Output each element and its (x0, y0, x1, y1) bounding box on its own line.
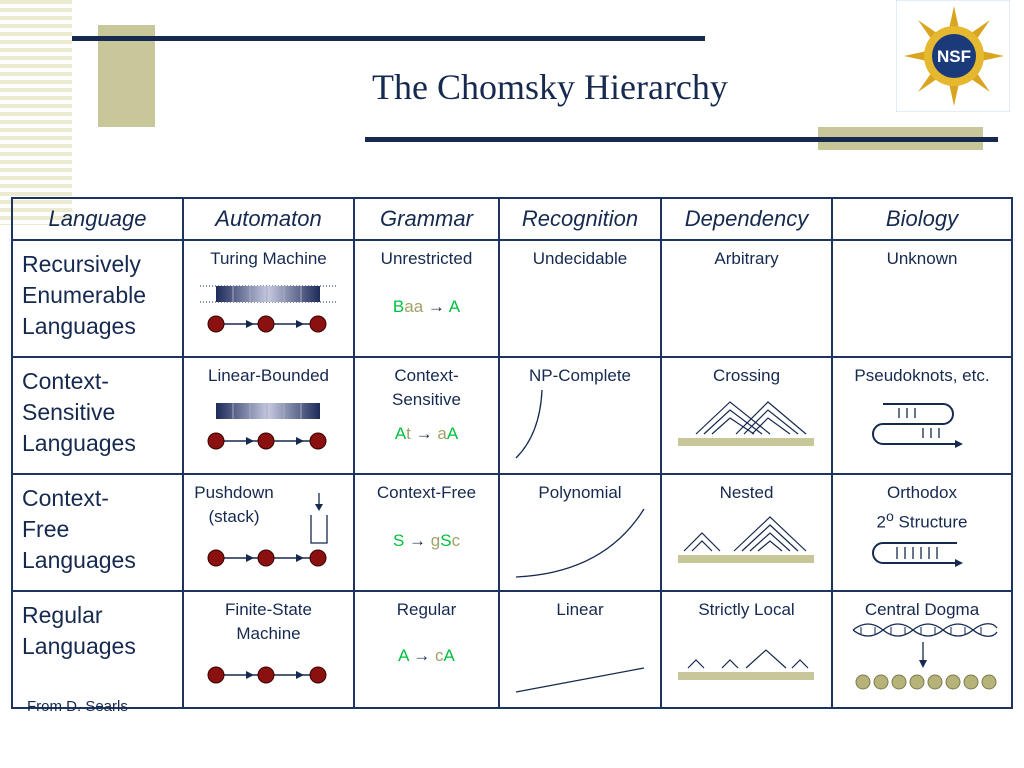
crossing-dependency-icon (678, 390, 818, 450)
polynomial-curve-icon (514, 505, 654, 581)
grammar-label: Context-Sensitive (392, 366, 461, 409)
title-rule-top (72, 36, 705, 41)
rule-nonterminal: A (394, 424, 407, 443)
header-dependency: Dependency (661, 198, 832, 240)
rule-nonterminal: S (440, 531, 452, 550)
rule-nonterminal: A (443, 646, 455, 665)
title-rule-bottom (365, 137, 998, 142)
automaton-label: Pushdown (stack) (194, 483, 274, 526)
recognition-label: Polynomial (538, 483, 622, 502)
source-credit: From D. Searls (27, 698, 128, 715)
finite-state-machine-icon (200, 656, 340, 696)
dependency-label: Strictly Local (698, 600, 795, 619)
biology-cell (832, 357, 1012, 474)
biology-label (833, 475, 1011, 535)
biology-cell (832, 474, 1012, 591)
automaton-cell (183, 357, 354, 474)
recognition-cell (499, 240, 661, 357)
grammar-rule (355, 424, 498, 444)
biology-line: 2 (876, 512, 886, 532)
turing-machine-icon (200, 283, 340, 339)
automaton-label: Linear-Bounded (208, 366, 329, 385)
header-recognition: Recognition (499, 198, 661, 240)
biology-cell (832, 240, 1012, 357)
superscript: o (885, 509, 894, 525)
rule-arrow: → (409, 531, 427, 550)
grammar-label: Regular (396, 600, 457, 619)
automaton-label: Finite-State Machine (225, 600, 312, 643)
dependency-cell (661, 240, 832, 357)
dependency-cell (661, 591, 832, 708)
biology-line: Structure (893, 512, 968, 532)
linear-bounded-automaton-icon (200, 400, 340, 456)
rule-nonterminal: B (392, 297, 405, 316)
grammar-rule (355, 531, 498, 551)
grammar-rule (355, 297, 498, 317)
language-label: Recursively Enumerable Languages (22, 251, 147, 339)
recognition-label: Linear (556, 600, 604, 619)
language-cell (12, 474, 183, 591)
grammar-rule (355, 646, 498, 666)
grammar-cell (354, 474, 499, 591)
orthodox-structure-icon (873, 539, 973, 569)
rule-arrow: → (415, 424, 433, 443)
language-cell (12, 591, 183, 708)
recognition-cell (499, 357, 661, 474)
recognition-label: NP-Complete (528, 366, 632, 385)
recognition-label: Undecidable (532, 249, 628, 268)
biology-label: Unknown (886, 249, 958, 268)
central-dogma-icon (851, 624, 1001, 694)
grammar-cell (354, 357, 499, 474)
table-row (12, 240, 1012, 357)
pushdown-automaton-icon (200, 489, 340, 575)
nsf-logo-icon (896, 0, 1010, 112)
rule-arrow: → (427, 297, 445, 316)
logo-text: NSF (937, 47, 971, 66)
table-row (12, 591, 1012, 708)
rule-terminal: c (435, 646, 444, 665)
linear-curve-icon (514, 664, 654, 698)
np-complete-curve-icon (514, 390, 574, 460)
header-row (12, 198, 1012, 240)
automaton-label: Turing Machine (210, 249, 327, 268)
dependency-label: Crossing (712, 366, 781, 385)
biology-cell (832, 591, 1012, 708)
rule-terminal: g (430, 531, 441, 550)
rule-arrow: → (413, 646, 431, 665)
grammar-cell (354, 240, 499, 357)
language-cell (12, 240, 183, 357)
header-grammar: Grammar (354, 198, 499, 240)
dependency-cell (661, 474, 832, 591)
dependency-label: Nested (719, 483, 774, 502)
rule-terminal: c (451, 531, 461, 550)
chomsky-table (11, 197, 1013, 709)
header-automaton: Automaton (183, 198, 354, 240)
page-title: The Chomsky Hierarchy (372, 67, 728, 107)
header-language: Language (12, 198, 183, 240)
language-cell (12, 357, 183, 474)
rule-nonterminal: A (446, 424, 459, 443)
recognition-cell (499, 474, 661, 591)
rule-nonterminal: A (448, 297, 461, 316)
pseudoknot-icon (873, 400, 973, 450)
rule-terminal: a (437, 424, 447, 443)
nested-dependency-icon (678, 513, 818, 565)
rule-nonterminal: S (392, 531, 405, 550)
biology-line: Orthodox (887, 483, 957, 502)
grammar-label: Context-Free (376, 483, 477, 502)
table-row (12, 474, 1012, 591)
automaton-cell (183, 240, 354, 357)
decorative-stripes (0, 0, 72, 225)
header-biology: Biology (832, 198, 1012, 240)
language-label: Regular Languages (22, 602, 136, 659)
dependency-cell (661, 357, 832, 474)
rule-nonterminal: A (398, 646, 409, 665)
grammar-cell (354, 591, 499, 708)
rule-terminal: t (406, 424, 411, 443)
dependency-label: Arbitrary (714, 249, 779, 268)
strictly-local-dependency-icon (678, 646, 818, 688)
language-label: Context-Free Languages (22, 485, 136, 573)
biology-label: Pseudoknots, etc. (854, 366, 990, 385)
automaton-cell (183, 591, 354, 708)
grammar-label: Unrestricted (380, 249, 473, 268)
biology-label: Central Dogma (864, 600, 980, 619)
automaton-cell (183, 474, 354, 591)
rule-terminal: aa (404, 297, 424, 316)
table-row (12, 357, 1012, 474)
language-label: Context-Sensitive Languages (22, 368, 136, 456)
recognition-cell (499, 591, 661, 708)
